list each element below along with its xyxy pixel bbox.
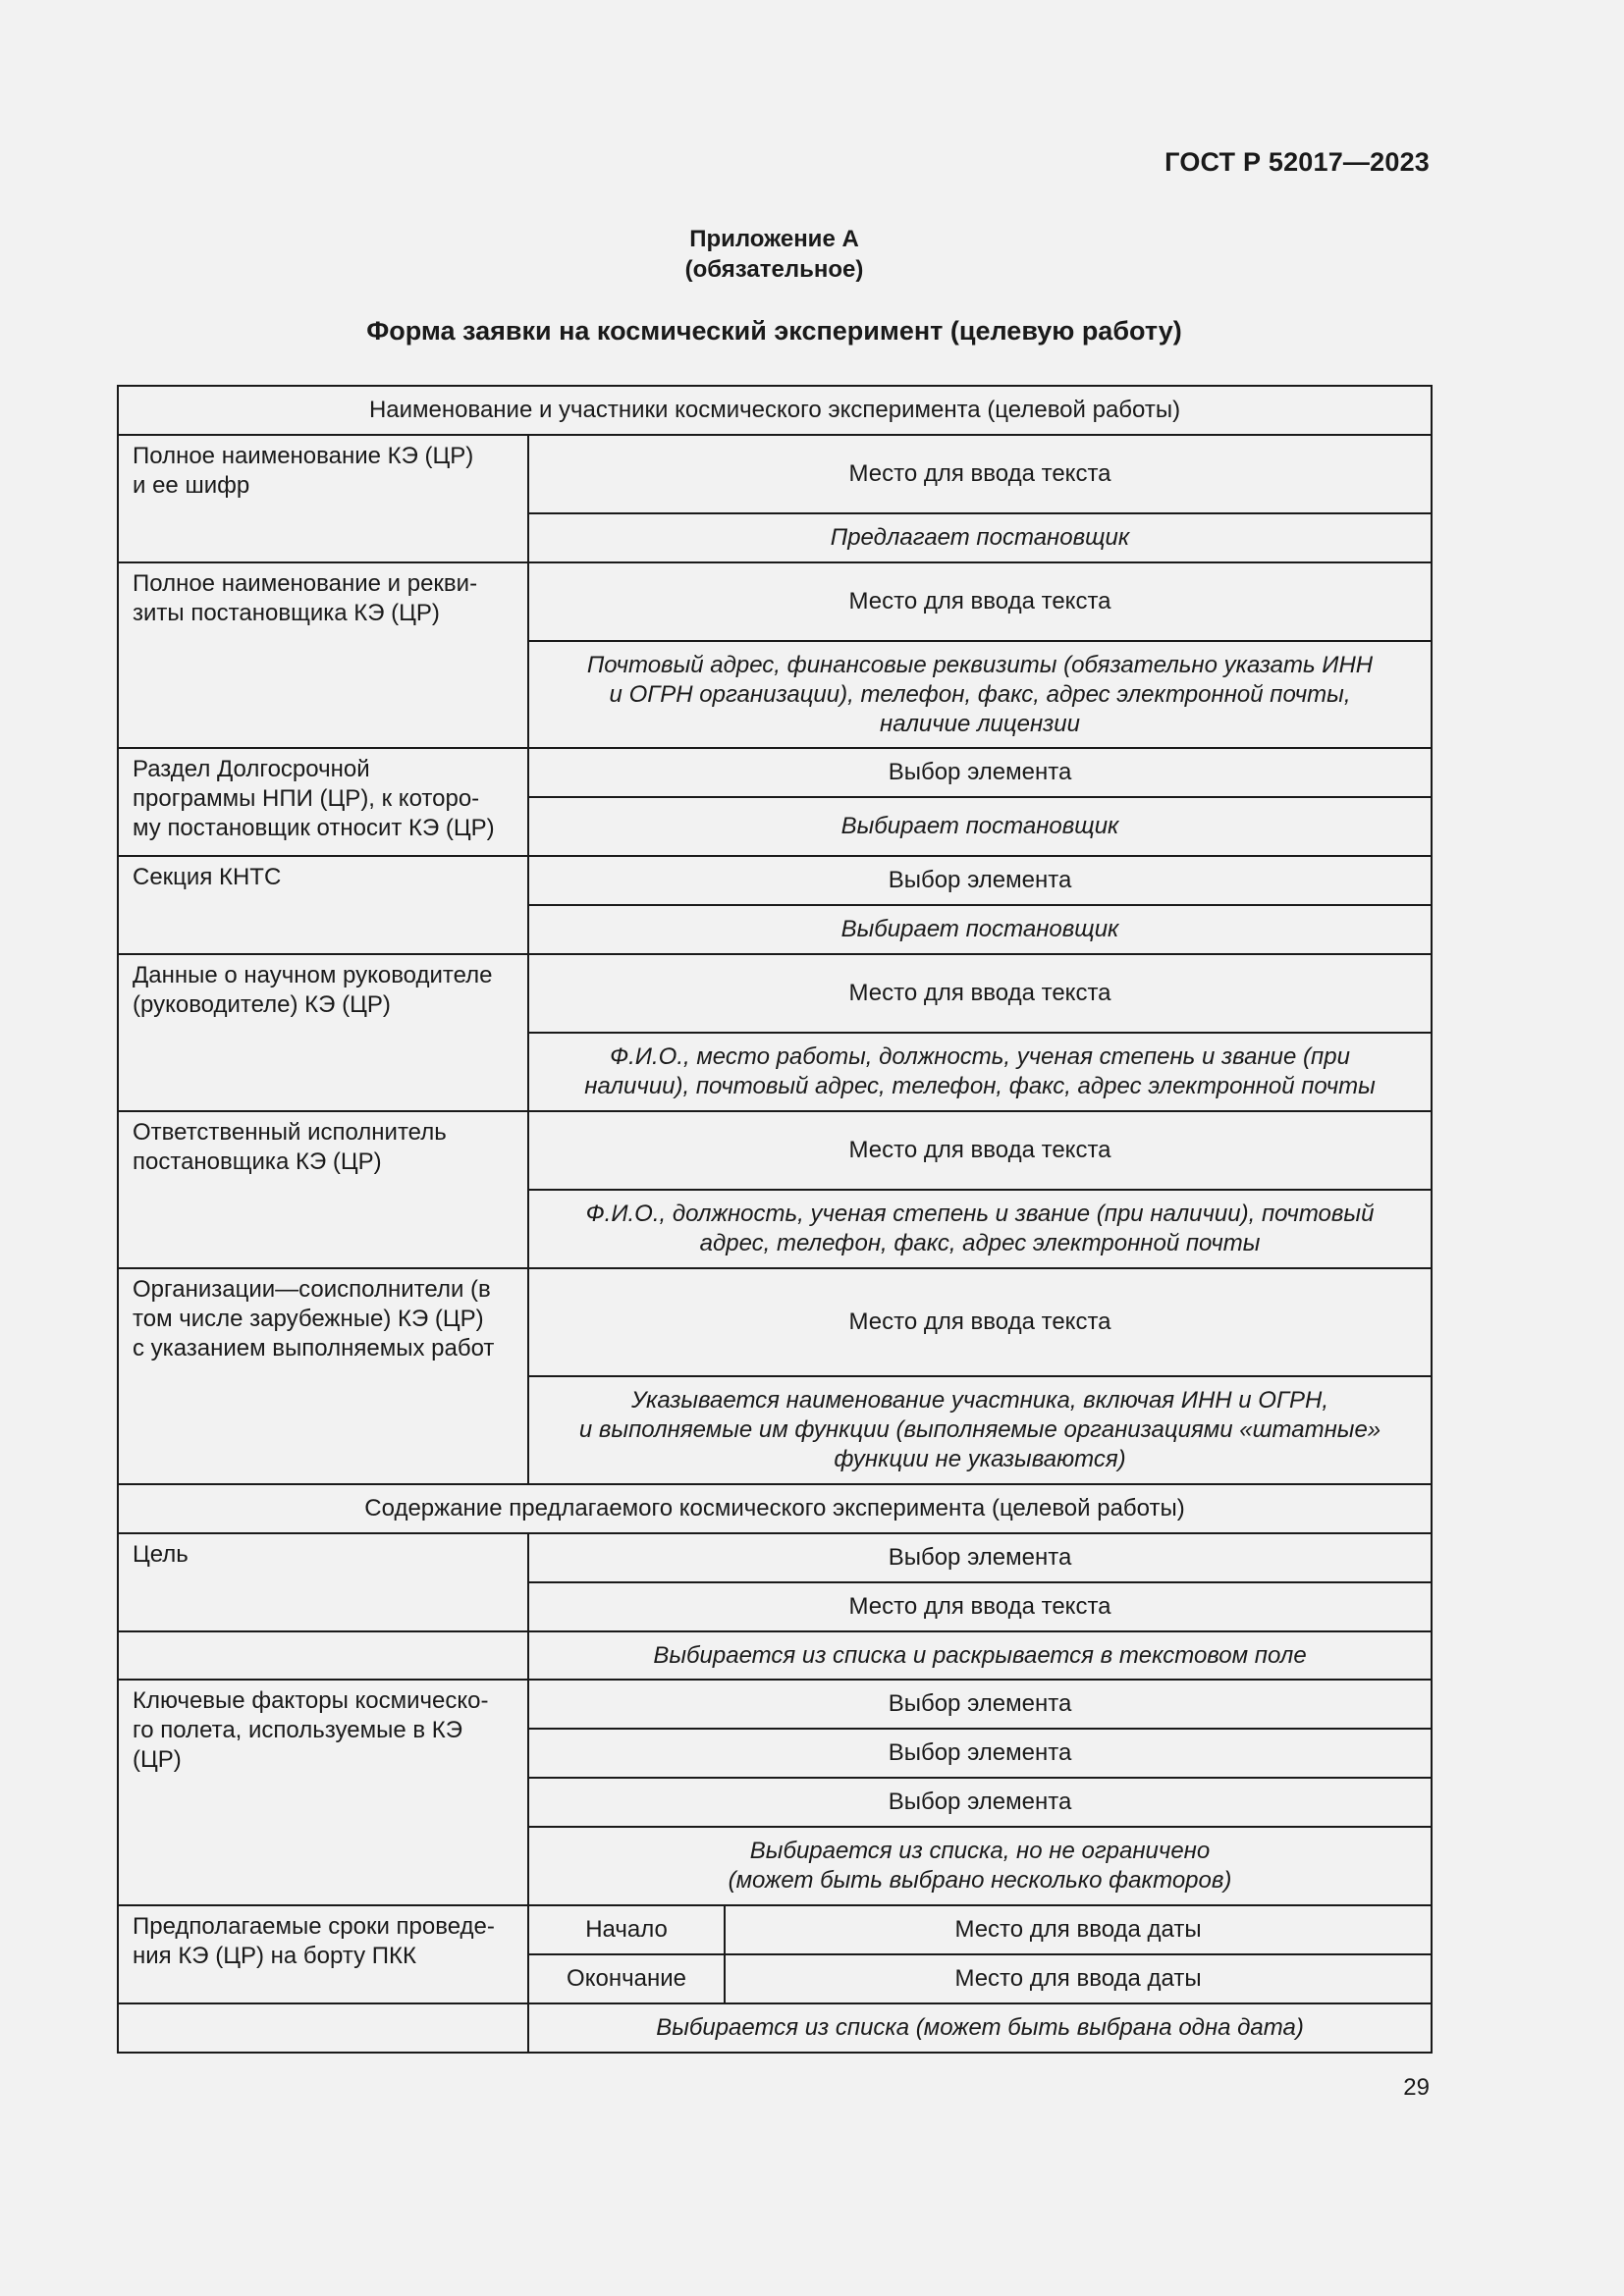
executor-hint: Ф.И.О., должность, ученая степень и звание (при наличии), почтовый адрес, телефон, факс, адрес электронной почты xyxy=(528,1190,1432,1268)
supervisor-hint: Ф.И.О., место работы, должность, ученая степень и звание (при наличии), почтовый адрес, телефон, факс, адрес электронной почты xyxy=(528,1033,1432,1111)
flight-factor-select-3[interactable]: Выбор элемента xyxy=(528,1778,1432,1827)
program-section-hint: Выбирает постановщик xyxy=(528,797,1432,856)
requester-hint: Почтовый адрес, финансовые реквизиты (обязательно указать ИНН и ОГРН организации), телефон, факс, адрес электронной почты, наличие лицензии xyxy=(528,641,1432,748)
kntc-section-select[interactable]: Выбор элемента xyxy=(528,856,1432,905)
full-name-label: Полное наименование КЭ (ЦР) и ее шифр xyxy=(118,435,528,562)
start-date-field[interactable]: Место для ввода даты xyxy=(725,1905,1432,1954)
coexecutors-hint: Указывается наименование участника, включая ИНН и ОГРН, и выполняемые им функции (выполняемые организациями «штатные» функции не указываются) xyxy=(528,1376,1432,1484)
goal-select[interactable]: Выбор элемента xyxy=(528,1533,1432,1582)
flight-factor-select-1[interactable]: Выбор элемента xyxy=(528,1680,1432,1729)
full-name-hint: Предлагает постановщик xyxy=(528,513,1432,562)
goal-label: Цель xyxy=(118,1533,528,1631)
coexecutors-text-field[interactable]: Место для ввода текста xyxy=(528,1268,1432,1376)
goal-text-field[interactable]: Место для ввода текста xyxy=(528,1582,1432,1631)
application-form-table xyxy=(117,385,1433,2054)
form-title: Форма заявки на космический эксперимент (целевую работу) xyxy=(366,316,1182,346)
goal-hint-empty-cell xyxy=(118,1631,528,1680)
page-number: 29 xyxy=(1403,2074,1430,2101)
coexecutors-label: Организации—соисполнители (в том числе зарубежные) КЭ (ЦР) с указанием выполняемых работ xyxy=(118,1268,528,1484)
requester-text-field[interactable]: Место для ввода текста xyxy=(528,562,1432,641)
start-date-label: Начало xyxy=(528,1905,725,1954)
full-name-text-field[interactable]: Место для ввода текста xyxy=(528,435,1432,513)
dates-hint: Выбирается из списка (может быть выбрана одна дата) xyxy=(528,2003,1432,2053)
requester-label: Полное наименование и рекви- зиты постановщика КЭ (ЦР) xyxy=(118,562,528,748)
section-title-participants: Наименование и участники космического эксперимента (целевой работы) xyxy=(118,386,1432,435)
flight-factors-hint: Выбирается из списка, но не ограничено (может быть выбрано несколько факторов) xyxy=(528,1827,1432,1905)
end-date-field[interactable]: Место для ввода даты xyxy=(725,1954,1432,2003)
section-title-content: Содержание предлагаемого космического эксперимента (целевой работы) xyxy=(118,1484,1432,1533)
program-section-label: Раздел Долгосрочной программы НПИ (ЦР), к которо- му постановщик относит КЭ (ЦР) xyxy=(118,748,528,856)
annex-status: (обязательное) xyxy=(684,256,864,283)
dates-hint-empty-cell xyxy=(118,2003,528,2053)
annex-title: Приложение А xyxy=(689,226,859,252)
executor-text-field[interactable]: Место для ввода текста xyxy=(528,1111,1432,1190)
kntc-section-label: Секция КНТС xyxy=(118,856,528,954)
standard-code: ГОСТ Р 52017—2023 xyxy=(1164,147,1430,177)
kntc-section-hint: Выбирает постановщик xyxy=(528,905,1432,954)
annex-heading xyxy=(0,224,1548,285)
dates-label: Предполагаемые сроки проведе- ния КЭ (ЦР) на борту ПКК xyxy=(118,1905,528,2003)
program-section-select[interactable]: Выбор элемента xyxy=(528,748,1432,797)
end-date-label: Окончание xyxy=(528,1954,725,2003)
supervisor-text-field[interactable]: Место для ввода текста xyxy=(528,954,1432,1033)
flight-factors-label: Ключевые факторы космическо- го полета, используемые в КЭ (ЦР) xyxy=(118,1680,528,1905)
flight-factor-select-2[interactable]: Выбор элемента xyxy=(528,1729,1432,1778)
executor-label: Ответственный исполнитель постановщика КЭ (ЦР) xyxy=(118,1111,528,1268)
supervisor-label: Данные о научном руководителе (руководителе) КЭ (ЦР) xyxy=(118,954,528,1111)
goal-hint: Выбирается из списка и раскрывается в текстовом поле xyxy=(528,1631,1432,1680)
